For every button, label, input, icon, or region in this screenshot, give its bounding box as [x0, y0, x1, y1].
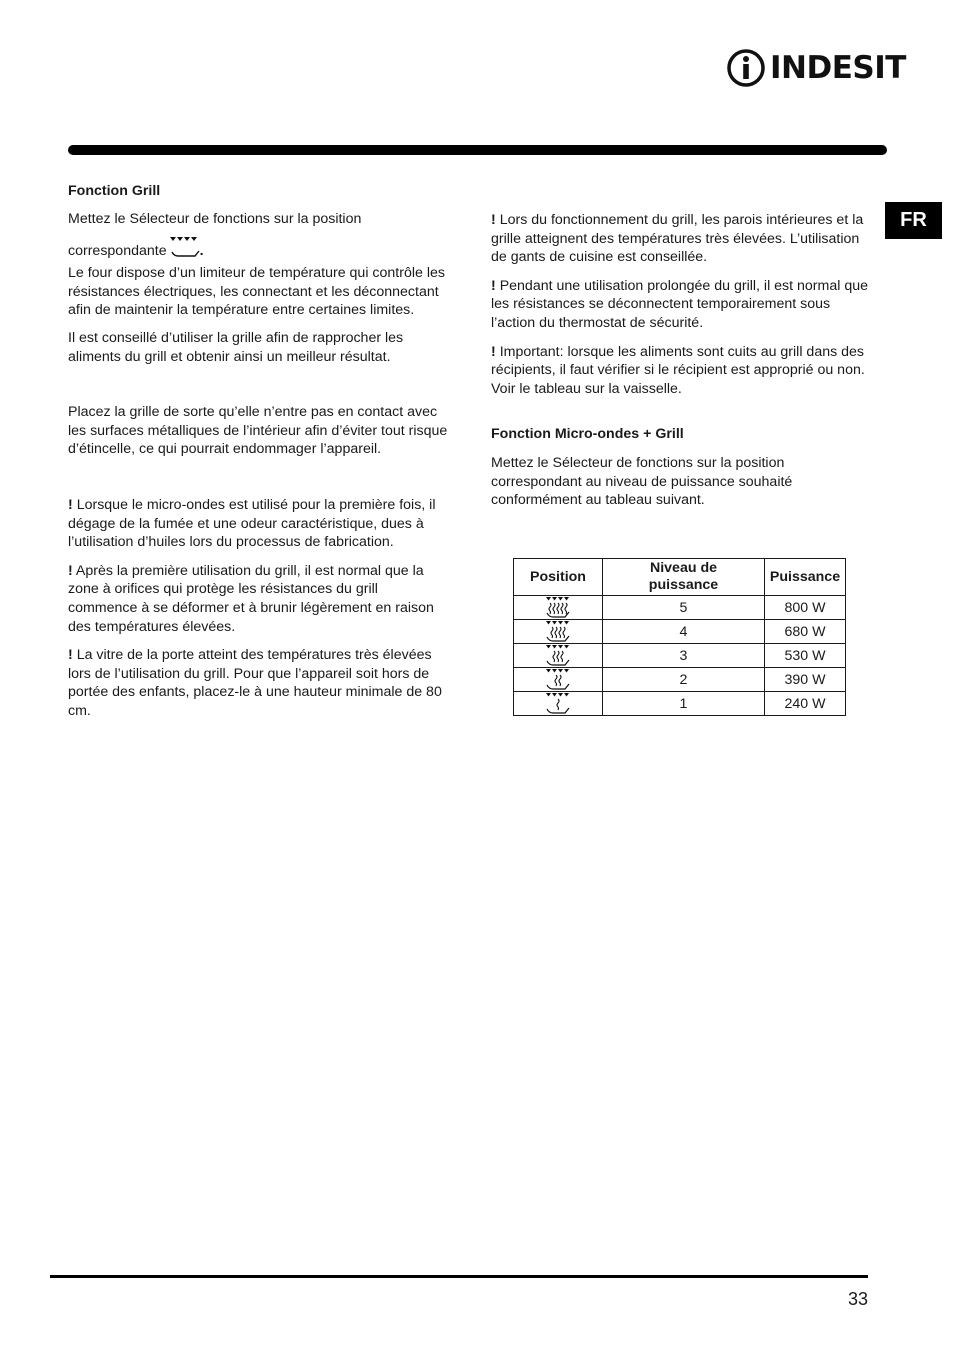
- warning-text: La vitre de la porte atteint des températures très élevées lors de l’utilisation du grill. Pour que l’appareil soit hors de portée des enfants, placez-le à une hauteur minimale de 80 cm.: [68, 647, 442, 719]
- table-row: [514, 596, 846, 620]
- table-row: [514, 620, 846, 644]
- indesit-i-logo-icon: [726, 48, 766, 88]
- grill-icon: [170, 237, 200, 265]
- warning-mark: !: [491, 343, 496, 360]
- microwave-grill-5-icon: [544, 597, 572, 619]
- header-position: Position: [514, 559, 603, 596]
- position-cell: [514, 668, 603, 692]
- power-level-cell: 3: [603, 644, 765, 668]
- table-row: [514, 644, 846, 668]
- position-cell: [514, 644, 603, 668]
- power-level-cell: 5: [603, 596, 765, 620]
- power-level-cell: 1: [603, 692, 765, 716]
- power-cell: 240 W: [765, 692, 846, 716]
- table-row: [514, 668, 846, 692]
- warning-text: Lorsque le micro-ondes est utilisé pour la première fois, il dégage de la fumée et une odeur caractéristique, dues à l’utilisation d’huiles lors du processus de fabrication.: [68, 496, 436, 551]
- section-heading-grill: Fonction Grill: [68, 183, 161, 199]
- grill-instruction: [68, 210, 450, 229]
- page-number: 33: [847, 1289, 868, 1309]
- warning-text: Pendant une utilisation prolongée du grill, il est normal que les résistances se déconnectent temporairement sous l’action du thermostat de sécurité.: [491, 277, 869, 331]
- section-heading-micro-grill: Fonction Micro-ondes + Grill: [491, 426, 684, 443]
- warning-mark: !: [68, 496, 73, 513]
- warning-grill-deform: [68, 562, 450, 636]
- warning-mark: !: [491, 277, 496, 294]
- power-level-cell: 4: [603, 620, 765, 644]
- warning-text: Important: lorsque les aliments sont cuits au grill dans des récipients, il faut vérifier si le récipient est approprié ou non. Voir le tableau sur la vaisselle.: [491, 343, 865, 397]
- grill-instruction-line1: Mettez le Sélecteur de fonctions sur la position: [68, 210, 362, 227]
- left-column: [68, 182, 450, 720]
- warning-hot-walls: [491, 211, 871, 267]
- language-tab: [885, 202, 942, 239]
- header-power: Puissance: [765, 559, 846, 596]
- power-cell: 680 W: [765, 620, 846, 644]
- position-cell: [514, 692, 603, 716]
- grill-instruction-line2: correspondante: [68, 243, 167, 260]
- position-cell: [514, 620, 603, 644]
- warning-mark: !: [491, 212, 496, 228]
- warning-door-glass: [68, 646, 450, 720]
- warning-text: Après la première utilisation du grill, il est normal que la zone à orifices qui protège les résistances du grill commence à se déformer et à brunir légèrement en raison des températures élevées.: [68, 562, 434, 635]
- microwave-grill-2-icon: [544, 669, 572, 691]
- grill-instruction-line2-row: [68, 237, 450, 260]
- power-cell: 390 W: [765, 668, 846, 692]
- microwave-grill-4-icon: [544, 621, 572, 643]
- language-tab-label: FR: [900, 209, 927, 232]
- warning-first-use: [68, 496, 450, 552]
- grill-instruction-end: .: [199, 243, 204, 260]
- position-cell: [514, 596, 603, 620]
- warning-thermostat: [491, 277, 871, 333]
- power-level-table: [513, 558, 846, 716]
- table-header-row: [514, 559, 846, 596]
- right-column: [491, 211, 871, 510]
- brand-name: INDESIT: [770, 49, 906, 86]
- warning-mark: !: [68, 647, 73, 664]
- header-power-level: Niveau de puissance: [603, 559, 765, 596]
- indesit-logo: [726, 46, 906, 90]
- bottom-rule: [50, 1275, 868, 1278]
- warning-text: Lors du fonctionnement du grill, les parois intérieures et la grille atteignent des températures très élevées. L’utilisation de gants de cuisine est conseillée.: [491, 212, 864, 266]
- warning-containers: [491, 343, 871, 399]
- power-level-cell: 2: [603, 668, 765, 692]
- microwave-grill-3-icon: [544, 645, 572, 667]
- grill-limiter-paragraph: Le four dispose d’un limiteur de température qui contrôle les résistances électriques, les connectant et les déconnectant afin de maintenir la température entre certaines limites.: [68, 265, 445, 319]
- power-cell: 800 W: [765, 596, 846, 620]
- table-row: [514, 692, 846, 716]
- top-rule: [68, 145, 887, 155]
- warning-mark: !: [68, 562, 73, 579]
- grill-placement-paragraph: Placez la grille de sorte qu’elle n’entre pas en contact avec les surfaces métalliques de l’intérieur afin d’éviter tout risque d’étincelle, ce qui pourrait endommager l’appareil.: [68, 404, 448, 458]
- micro-grill-instruction: Mettez le Sélecteur de fonctions sur la position correspondant au niveau de puissance souhaité conformément au tableau suivant.: [491, 454, 793, 509]
- power-cell: 530 W: [765, 644, 846, 668]
- microwave-grill-1-icon: [544, 693, 572, 715]
- grill-rack-paragraph: Il est conseillé d’utiliser la grille afin de rapprocher les aliments du grill et obtenir ainsi un meilleur résultat.: [68, 329, 404, 365]
